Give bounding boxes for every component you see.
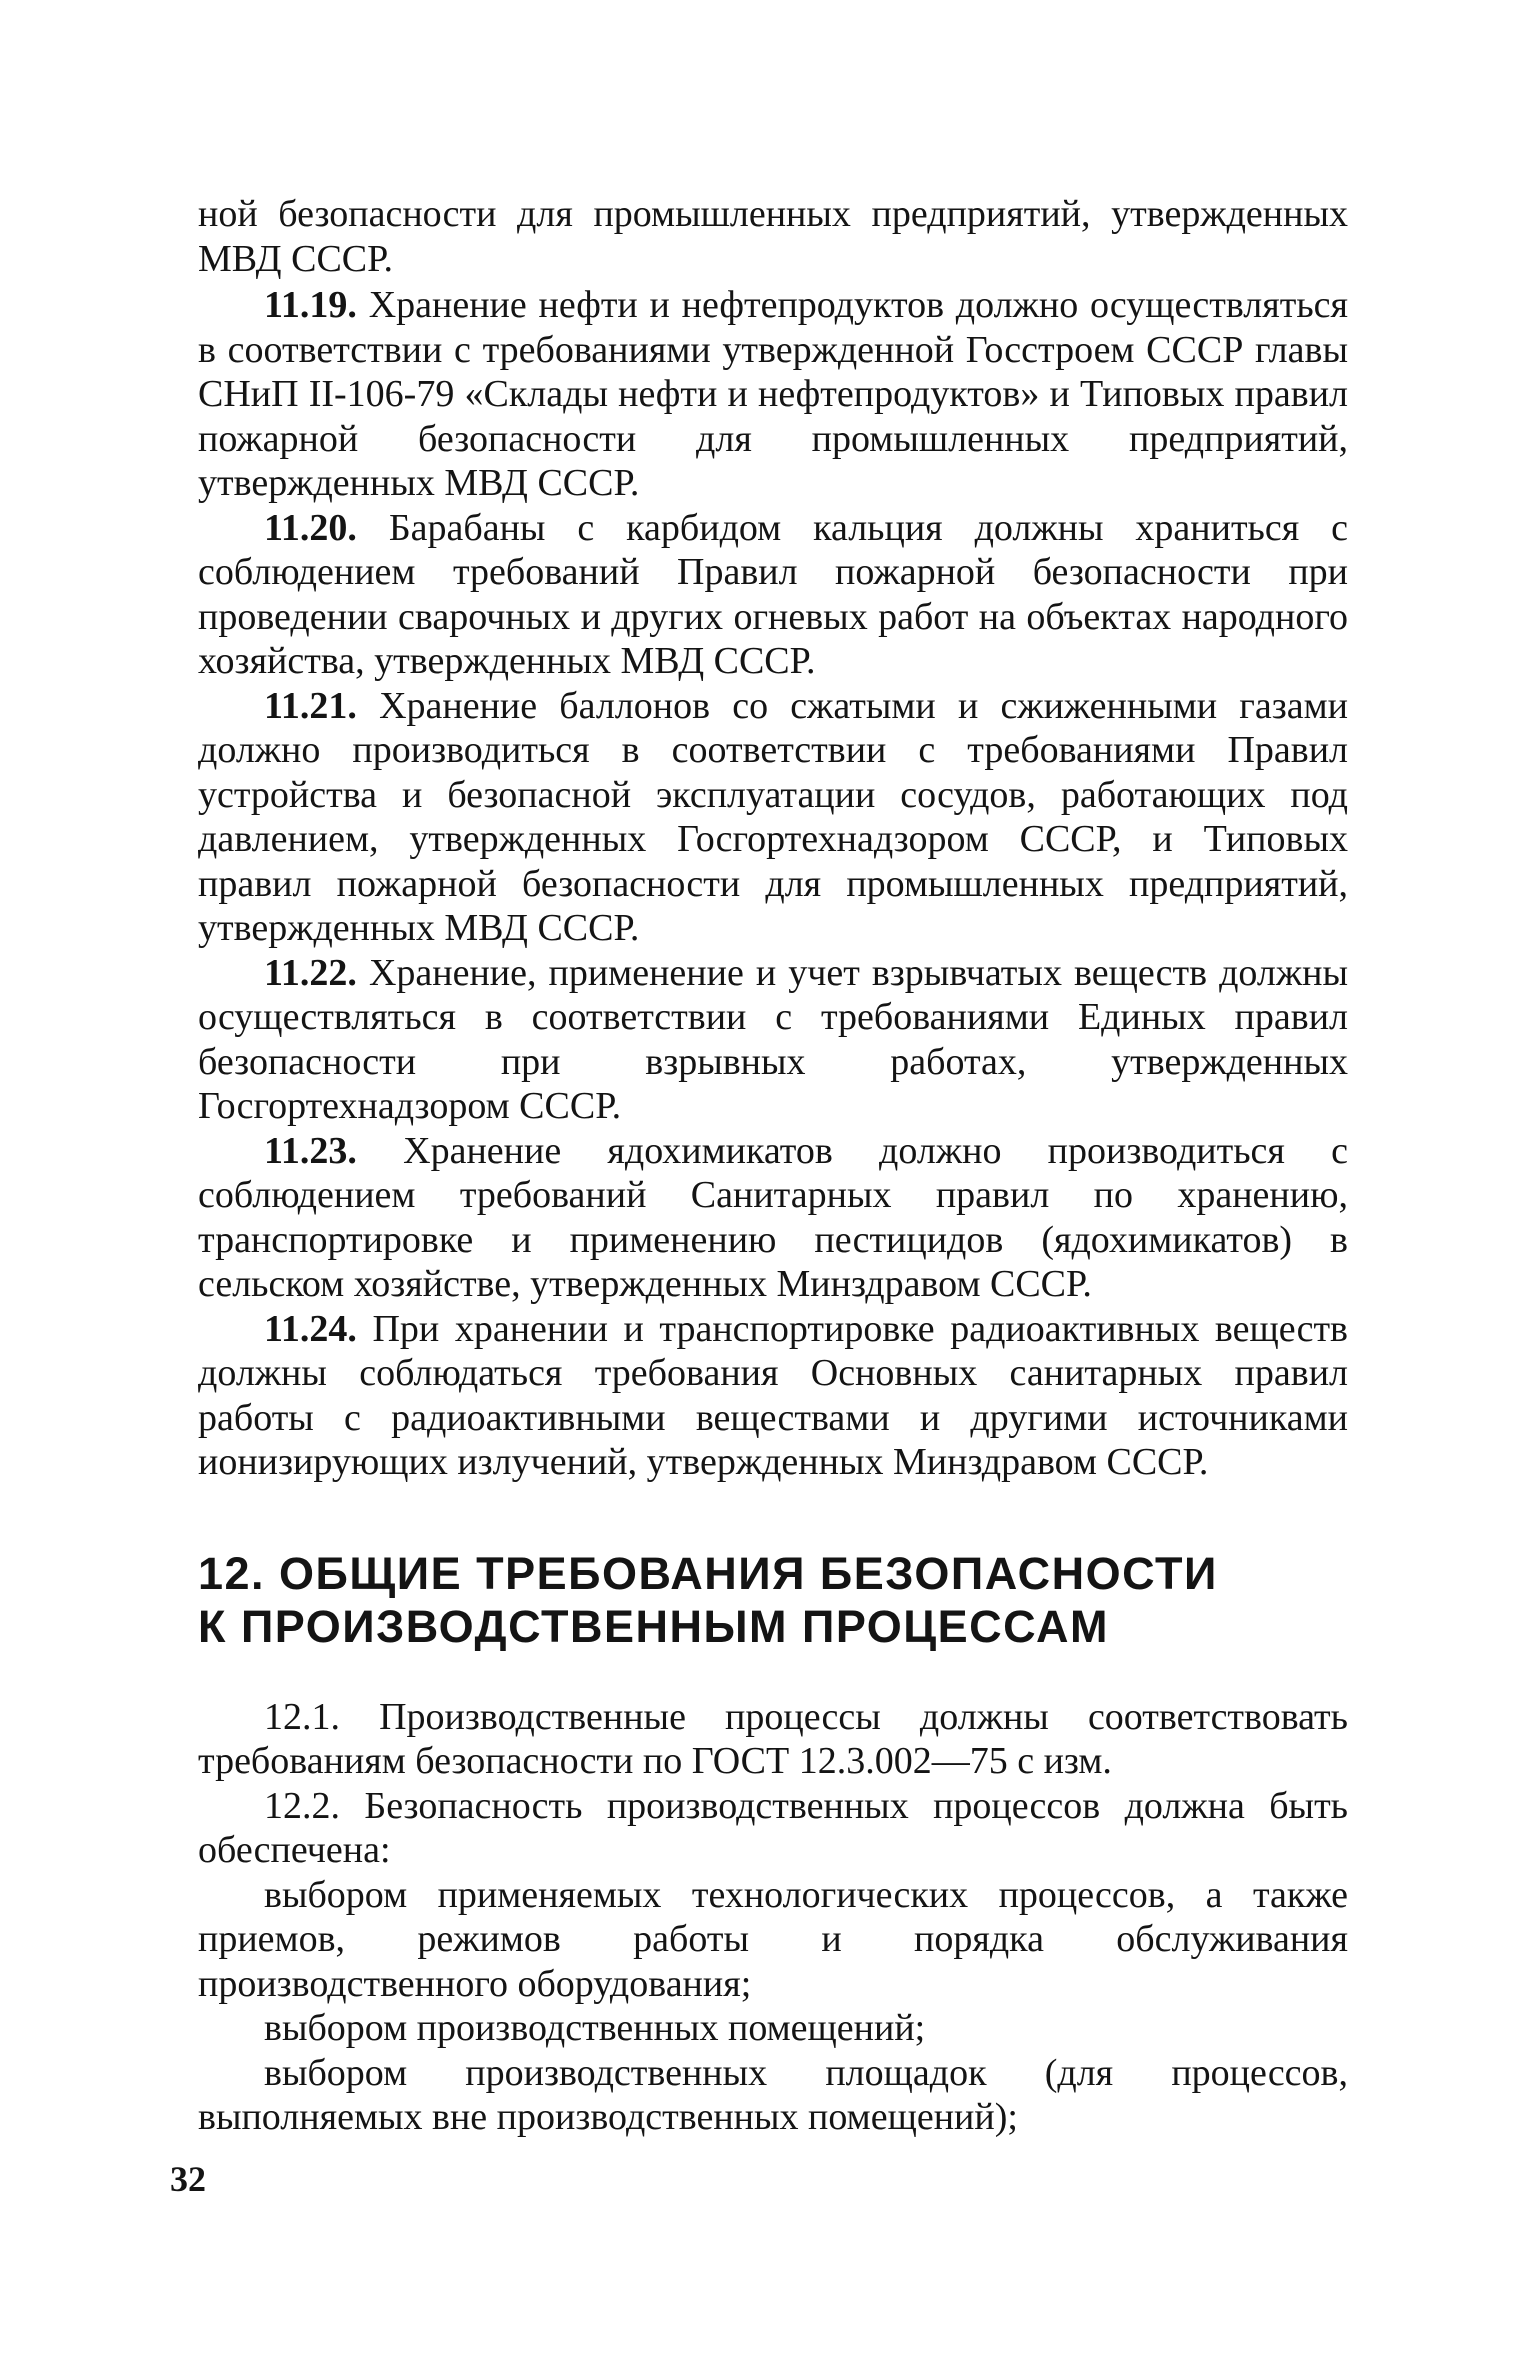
clause-text: Барабаны с карбидом кальция должны храниться с соблюдением требований Правил пожарной безопасности при проведении сварочных и других огневых работ на объектах народного хозяйства, утвержденных МВД СССР.: [198, 506, 1349, 682]
clause-11-19: [198, 283, 1348, 506]
clause-number: 11.22.: [264, 951, 357, 994]
clause-text: Безопасность производственных процессов должна быть обеспечена:: [198, 1784, 1349, 1871]
clause-12-1: [198, 1695, 1348, 1784]
continuation-paragraph: ной безопасности для промышленных предприятий, утвержденных МВД СССР.: [198, 193, 1348, 280]
clause-11-21: [198, 684, 1348, 951]
clause-text: Хранение ядохимикатов должно производиться с соблюдением требований Санитарных правил по хранению, транспортировке и применению пестицидов (ядохимикатов) в сельском хозяйстве, утвержденных Минздравом СССР.: [198, 1129, 1348, 1305]
list-item: выбором применяемых технологических процессов, а также приемов, режимов работы и порядка обслуживания производственного оборудования;: [198, 1873, 1348, 2005]
heading-line-2: К ПРОИЗВОДСТВЕННЫМ ПРОЦЕССАМ: [198, 1600, 1110, 1652]
clause-number: 11.23.: [264, 1129, 357, 1172]
clause-number: 11.24.: [264, 1307, 357, 1350]
clause-text: Хранение баллонов со сжатыми и сжиженными газами должно производиться в соответствии с требованиями Правил устройства и безопасной эксплуатации сосудов, работающих под давлением, утвержденных Госгортехнадзором СССР, и Типовых правил пожарной безопасности для промышленных предприятий, утвержденных МВД СССР.: [198, 684, 1348, 949]
clause-number: 11.21.: [264, 684, 357, 727]
clause-11-22: [198, 951, 1348, 1129]
document-page: [198, 192, 1348, 2140]
clause-text: При хранении и транспортировке радиоактивных веществ должны соблюдаться требования Основных санитарных правил работы с радиоактивными веществами и другими источниками ионизирующих излучений, утвержденных Минздравом СССР.: [198, 1307, 1348, 1483]
clause-12-2: [198, 1784, 1348, 1873]
section-12-heading: [198, 1547, 1348, 1653]
clause-number: 11.19.: [264, 284, 357, 326]
clause-11-24: [198, 1307, 1348, 1485]
list-item: выбором производственных площадок (для процессов, выполняемых вне производственных помещений);: [198, 2051, 1348, 2138]
clause-11-20: [198, 506, 1348, 684]
clause-text: Хранение, применение и учет взрывчатых веществ должны осуществляться в соответствии с требованиями Единых правил безопасности при взрывных работах, утвержденных Госгортехнадзором СССР.: [198, 951, 1348, 1127]
page-number: 32: [170, 2159, 206, 2199]
clause-11-23: [198, 1129, 1348, 1307]
clause-text: Производственные процессы должны соответствовать требованиям безопасности по ГОСТ 12.3.002—75 с изм.: [198, 1695, 1348, 1782]
clause-text: Хранение нефти и нефтепродуктов должно осуществляться в соответствии с требованиями утвержденной Госстроем СССР главы СНиП II-106-79 «Склады нефти и нефтепродуктов» и Типовых правил пожарной безопасности для промышленных предприятий, утвержденных МВД СССР.: [198, 284, 1349, 504]
clause-number: 11.20.: [264, 506, 357, 549]
clause-number: 12.1.: [264, 1695, 340, 1738]
list-item: выбором производственных помещений;: [264, 2007, 926, 2049]
heading-line-1: 12. ОБЩИЕ ТРЕБОВАНИЯ БЕЗОПАСНОСТИ: [198, 1547, 1218, 1599]
clause-number: 12.2.: [264, 1784, 340, 1827]
